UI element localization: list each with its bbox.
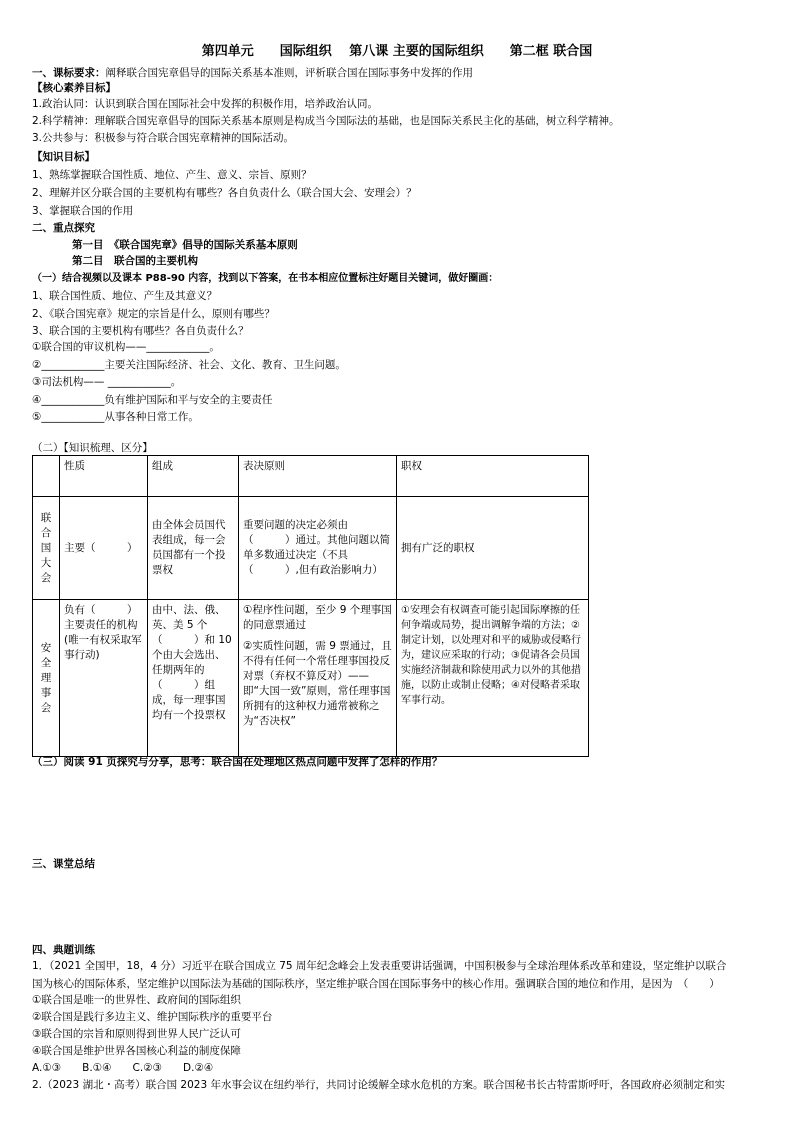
requirement-text: 阐释联合国宪章倡导的国际关系基本准则，评析联合国在国际事务中发挥的作用 (105, 67, 473, 79)
nature-cell: 负有（ ）主要责任的机构(唯一有权采取军事行动) (60, 600, 148, 757)
table-header: 性质 (60, 456, 148, 497)
question-2-stem: 2.（2023 湖北・高考）联合国 2023 年水事会议在纽约举行，共同讨论缓解全球水危机的方案。联合国秘书长古特雷斯呼吁，各国政府必须制定和实 (32, 1079, 725, 1091)
table-header: 职权 (397, 456, 589, 497)
table-header (33, 456, 60, 497)
part2-heading: （二）【知识梳理、区分】 (32, 442, 153, 454)
literacy-item: 2.科学精神：理解联合国宪章倡导的国际关系基本原则是构成当今国际法的基础，也是国际关系民主化的基础，树立科学精神。 (32, 115, 620, 127)
composition-cell: 由全体会员国代表组成，每一会员国都有一个投票权 (148, 497, 239, 600)
voting-cell (239, 600, 397, 757)
curriculum-requirement (32, 66, 770, 80)
table-header: 组成 (148, 456, 239, 497)
org-name: 安全理事会 (40, 641, 52, 714)
powers-cell: 拥有广泛的职权 (397, 497, 589, 600)
section-heading-2: 二、重点探究 (32, 222, 95, 234)
table-header-row (33, 456, 589, 497)
organ-blank: ④____________负有维护国际和平与安全的主要责任 (32, 394, 273, 406)
literacy-heading: 【核心素养目标】 (32, 82, 116, 94)
unit-item-1: 第一目 《联合国宪章》倡导的国际关系基本原则 (72, 239, 298, 251)
option-item: ①联合国是唯一的世界性、政府间的国际组织 (32, 994, 241, 1006)
knowledge-heading: 【知识目标】 (32, 151, 95, 163)
knowledge-item: 2、理解并区分联合国的主要机构有哪些？各自负责什么（联合国大会、安理会）？ (32, 187, 417, 199)
section-heading-3: 三、课堂总结 (32, 858, 95, 870)
knowledge-item: 1、熟练掌握联合国性质、地位、产生、意义、宗旨、原则？ (32, 169, 312, 181)
nature-cell: 主要（ ） (60, 497, 148, 600)
voting-substantive: ②实质性问题，需 9 票通过，且不得有任何一个常任理事国投反对票（弃权不算反对）——即“大国一致”原则，常任理事国所拥有的这种权力通常被称之为“否决权” (243, 640, 392, 727)
question-item: 3、联合国的主要机构有哪些？各自负责什么？ (32, 325, 249, 337)
organ-blank: ①联合国的审议机构——____________。 (32, 341, 220, 353)
table-row (33, 497, 589, 600)
table-row (33, 600, 589, 757)
knowledge-item: 3、掌握联合国的作用 (32, 205, 134, 217)
org-name: 联合国大会 (40, 511, 52, 584)
powers-cell: ①安理会有权调查可能引起国际摩擦的任何争端或局势，提出调解争端的方法；②制定计划，以处理对和平的威胁或侵略行为，建议应采取的行动；③促请各会员国实施经济制裁和除使用武力以外的其他措施，以防止或制止侵略；④对侵略者采取军事行动。 (397, 600, 589, 757)
question-item: 1、联合国性质、地位、产生及其意义？ (32, 290, 218, 302)
literacy-item: 1.政治认同：认识到联合国在国际社会中发挥的积极作用，培养政治认同。 (32, 98, 379, 110)
question-1-stem: 1．（2021 全国甲，18，4 分）习近平在联合国成立 75 周年纪念峰会上发表重要讲话强调，中国积极参与全球治理体系改革和建设，坚定维护以联合 (32, 960, 727, 972)
option-item: ④联合国是维护世界各国核心利益的制度保障 (32, 1045, 241, 1057)
question-item: 2、《联合国宪章》规定的宗旨是什么，原则有哪些？ (32, 308, 275, 320)
org-name-cell (33, 497, 60, 600)
answer-choices: A.①③ B.①④ C.②③ D.②④ (32, 1062, 214, 1074)
unit-item-2: 第二目 联合国的主要机构 (72, 255, 198, 267)
composition-cell: 由中、法、俄、英、美 5 个（ ）和 10 个由大会选出、任期两年的（ ）组成，每一理事国均有一个投票权 (148, 600, 239, 757)
voting-procedural: ①程序性问题，至少 9 个理事国的同意票通过 (243, 604, 392, 631)
organ-blank: ②____________主要关注国际经济、社会、文化、教育、卫生问题。 (32, 359, 346, 371)
table-header: 表决原则 (239, 456, 397, 497)
page-title: 第四单元 国际组织 第八课 主要的国际组织 第二框 联合国 (201, 44, 593, 59)
literacy-item: 3.公共参与：积极参与符合联合国宪章精神的国际活动。 (32, 132, 295, 144)
section-heading-4: 四、典题训练 (32, 944, 95, 956)
question-1-stem: 国为核心的国际体系，坚定维护以国际法为基础的国际秩序，坚定维护联合国在国际事务中的核心作用。强调联合国的地位和作用，是因为 （ ） (32, 978, 720, 990)
voting-cell: 重要问题的决定必须由（ ）通过。其他问题以简单多数通过决定（不具（ ）,但有政治影响力） (239, 497, 397, 600)
section-heading-1: 一、课标要求： (32, 67, 106, 79)
organ-blank: ③司法机构—— ____________。 (32, 376, 182, 388)
org-name-cell (33, 600, 60, 757)
knowledge-table (32, 455, 589, 757)
option-item: ③联合国的宗旨和原则得到世界人民广泛认可 (32, 1028, 241, 1040)
option-item: ②联合国是践行多边主义、维护国际秩序的重要平台 (32, 1011, 273, 1023)
part3-heading: （三）阅读 91 页探究与分享，思考：联合国在处理地区热点问题中发挥了怎样的作用？ (32, 756, 443, 768)
organ-blank: ⑤____________从事各种日常工作。 (32, 411, 199, 423)
part1-heading: （一）结合视频以及课本 P88-90 内容，找到以下答案，在书本相应位置标注好题目关键词，做好圈画： (32, 273, 499, 284)
